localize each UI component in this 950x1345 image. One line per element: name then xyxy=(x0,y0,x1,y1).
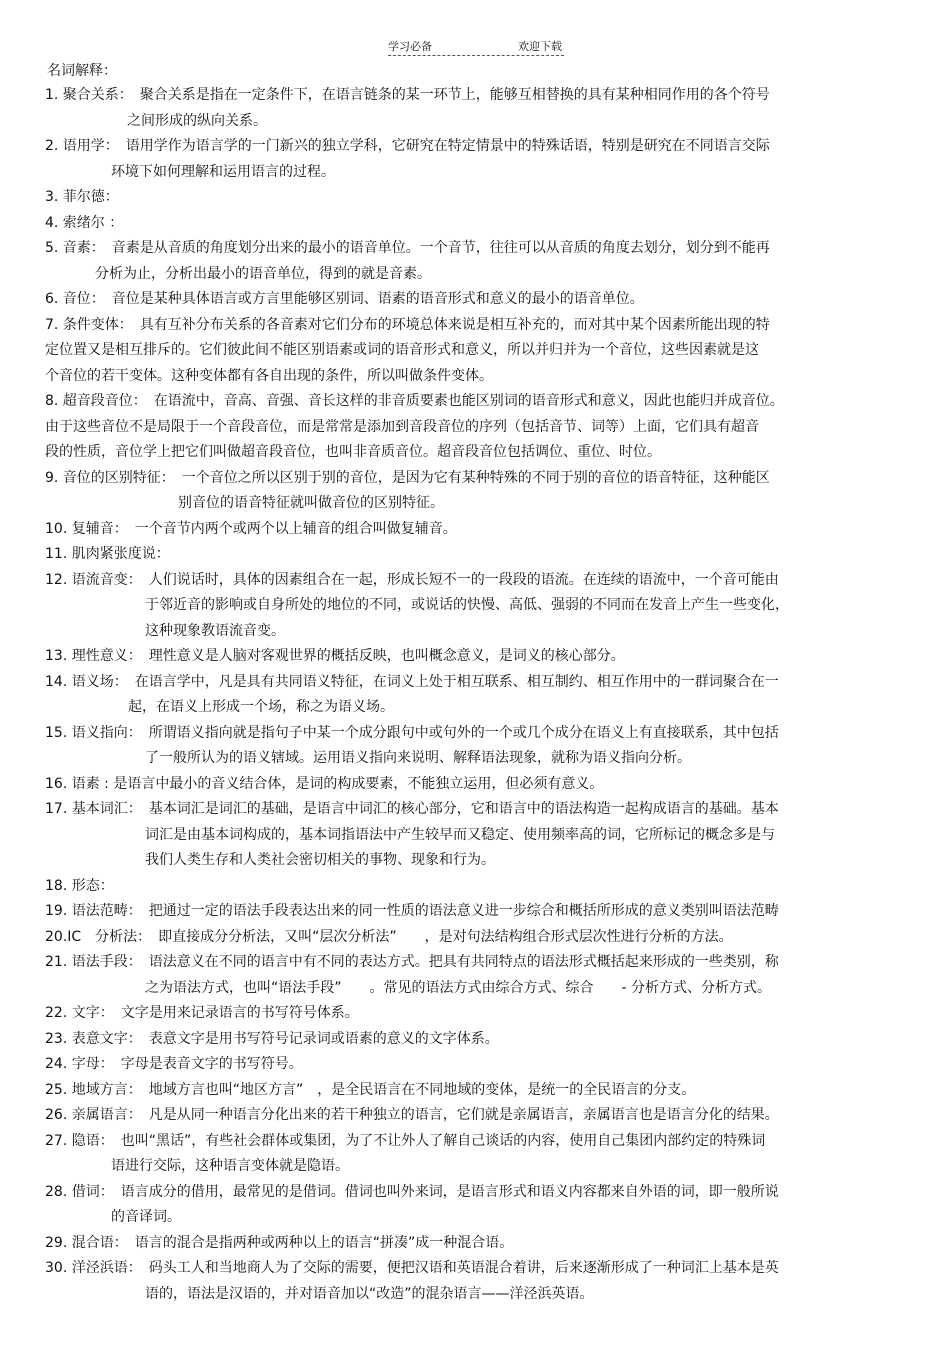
term-line-continuation: 词汇是由基本词构成的，基本词指语法中产生较早而又稳定、使用频率高的词，它所标记的概念多是与 xyxy=(145,826,775,843)
term-line-first: 16. 语素 : 是语言中最小的音义结合体，是词的构成要素，不能独立运用，但必须有意义。 xyxy=(45,775,604,792)
term-line-continuation: 我们人类生存和人类社会密切相关的事物、现象和行为。 xyxy=(145,852,495,868)
term-line-first: 6. 音位： 音位是某种具体语言或方言里能够区别词、语素的语音形式和意义的最小的语音单位。 xyxy=(45,291,644,307)
term-entry xyxy=(45,211,830,237)
term-entry xyxy=(45,185,830,211)
header-right-text: 欢迎下载 xyxy=(518,40,562,53)
term-entry xyxy=(45,83,830,134)
term-entry xyxy=(45,1129,830,1180)
header-left-text: 学习必备 xyxy=(388,40,432,53)
term-entry xyxy=(45,466,830,517)
term-line-first: 11. 肌肉紧张度说： xyxy=(45,546,170,562)
term-line-first: 8. 超音段音位： 在语流中，音高、音强、音长这样的非音质要素也能区别词的语音形式和意义，因此也能归并成音位。 xyxy=(45,393,784,409)
term-line-first: 18. 形态： xyxy=(45,877,114,894)
term-entry xyxy=(45,134,830,185)
term-entry xyxy=(45,670,830,721)
term-definition-list xyxy=(45,83,830,1307)
term-line-continuation: 定位置又是相互排斥的。它们彼此间不能区别语素或词的语音形式和意义，所以并归并为一个音位，这些因素就是这 xyxy=(45,342,759,358)
term-line-first: 20.IC 分析法： 即直接成分分析法，又叫“层次分析法” ，是对句法结构组合形式层次性进行分析的方法。 xyxy=(45,928,733,945)
term-entry xyxy=(45,1052,830,1078)
term-entry xyxy=(45,772,830,798)
term-entry xyxy=(45,568,830,645)
term-entry xyxy=(45,1256,830,1307)
term-line-first: 10. 复辅音： 一个音节内两个或两个以上辅音的组合叫做复辅音。 xyxy=(45,520,457,537)
term-line-first: 19. 语法范畴： 把通过一定的语法手段表达出来的同一性质的语法意义进一步综合和概括所形成的意义类别叫语法范畴 xyxy=(45,903,779,919)
term-entry xyxy=(45,542,830,568)
term-line-first: 28. 借词： 语言成分的借用，最常见的是借词。借词也叫外来词，是语言形式和语义内容都来自外语的词，即一般所说 xyxy=(45,1183,779,1200)
term-line-first: 27. 隐语： 也叫“黑话”，有些社会群体或集团，为了不让外人了解自己谈话的内容，使用自己集团内部约定的特殊词 xyxy=(45,1132,766,1149)
term-line-continuation: 别音位的语音特征就叫做音位的区别特征。 xyxy=(178,495,444,511)
term-line-continuation: 环境下如何理解和运用语言的过程。 xyxy=(111,163,335,180)
section-title: 名词解释： xyxy=(47,63,117,79)
term-entry xyxy=(45,1231,830,1257)
term-line-continuation: 段的性质，音位学上把它们叫做超音段音位，也叫非音质音位。超音段音位包括调位、重位、时位。 xyxy=(45,444,661,460)
term-line-first: 30. 洋泾浜语： 码头工人和当地商人为了交际的需要，便把汉语和英语混合着讲，后来逐渐形成了一种词汇上基本是英 xyxy=(45,1260,779,1276)
term-entry xyxy=(45,517,830,543)
term-line-first: 12. 语流音变： 人们说话时，具体的因素组合在一起，形成长短不一的一段段的语流。在连续的语流中，一个音可能由 xyxy=(45,571,779,588)
term-line-first: 9. 音位的区别特征： 一个音位之所以区别于别的音位，是因为它有某种特殊的不同于别的音位的语音特征，这种能区 xyxy=(45,469,770,486)
term-entry xyxy=(45,874,830,900)
term-entry xyxy=(45,950,830,1001)
term-entry xyxy=(45,644,830,670)
term-entry xyxy=(45,1027,830,1053)
term-entry xyxy=(45,721,830,772)
term-entry xyxy=(45,1001,830,1027)
term-line-first: 15. 语义指向： 所谓语义指向就是指句子中某一个成分跟句中或句外的一个或几个成分在语义上有直接联系，其中包括 xyxy=(45,724,779,741)
term-line-continuation: 于邻近音的影响或自身所处的地位的不同，或说话的快慢、高低、强弱的不同而在发音上产生一些变化， xyxy=(145,597,789,613)
page-header xyxy=(388,40,564,56)
term-line-first: 24. 字母： 字母是表音文字的书写符号。 xyxy=(45,1056,303,1072)
term-entry xyxy=(45,389,830,466)
term-line-continuation: 分析为止，分析出最小的语音单位，得到的就是音素。 xyxy=(95,265,431,282)
term-entry xyxy=(45,1180,830,1231)
term-line-first: 13. 理性意义： 理性意义是人脑对客观世界的概括反映，也叫概念意义，是词义的核心部分。 xyxy=(45,648,625,664)
term-line-first: 25. 地域方言： 地域方言也叫“地区方言” ，是全民语言在不同地域的变体，是统一的全民语言的分支。 xyxy=(45,1081,696,1098)
term-line-first: 23. 表意文字： 表意文字是用书写符号记录词或语素的意义的文字体系。 xyxy=(45,1030,499,1047)
term-entry xyxy=(45,797,830,874)
term-line-continuation: 语进行交际，这种语言变体就是隐语。 xyxy=(111,1158,349,1174)
term-line-first: 17. 基本词汇： 基本词汇是词汇的基础，是语言中词汇的核心部分，它和语言中的语法构造一起构成语言的基础。基本 xyxy=(45,801,779,817)
term-line-continuation: 之间形成的纵向关系。 xyxy=(127,112,267,129)
term-line-continuation: 起，在语义上形成一个场，称之为语义场。 xyxy=(128,699,394,715)
term-entry xyxy=(45,287,830,313)
term-entry xyxy=(45,1078,830,1104)
term-line-first: 21. 语法手段： 语法意义在不同的语言中有不同的表达方式。把具有共同特点的语法形式概括起来形成的一些类别，称 xyxy=(45,954,779,970)
term-line-continuation: 这种现象教语流音变。 xyxy=(145,622,285,639)
term-line-first: 22. 文字： 文字是用来记录语言的书写符号体系。 xyxy=(45,1005,359,1021)
term-line-continuation: 由于这些音位不是局限于一个音段音位，而是常常是添加到音段音位的序列（包括音节、词等）上面，它们具有超音 xyxy=(45,418,759,435)
term-line-continuation: 之为语法方式，也叫“语法手段” 。常见的语法方式由综合方式、综合 - 分析方式、分析方式。 xyxy=(145,979,772,996)
term-line-first: 26. 亲属语言： 凡是从同一种语言分化出来的若干种独立的语言，它们就是亲属语言，亲属语言也是语言分化的结果。 xyxy=(45,1107,779,1123)
term-line-first: 3. 菲尔德： xyxy=(45,189,119,205)
term-entry xyxy=(45,236,830,287)
term-line-first: 4. 索绪尔 ： xyxy=(45,214,124,231)
term-entry xyxy=(45,1103,830,1129)
term-entry xyxy=(45,899,830,925)
term-entry xyxy=(45,313,830,390)
term-entry xyxy=(45,925,830,951)
term-line-first: 14. 语义场： 在语言学中，凡是具有共同语义特征，在词义上处于相互联系、相互制约、相互作用中的一群词聚合在一 xyxy=(45,673,779,690)
term-line-continuation: 语的，语法是汉语的，并对语音加以“改造”的混杂语言——洋泾浜英语。 xyxy=(145,1285,594,1302)
term-line-first: 5. 音素： 音素是从音质的角度划分出来的最小的语音单位。一个音节，往往可以从音质的角度去划分，划分到不能再 xyxy=(45,240,770,256)
term-line-continuation: 了一般所认为的语义辖域。运用语义指向来说明、解释语法现象，就称为语义指向分析。 xyxy=(145,750,691,766)
term-line-continuation: 的音译词。 xyxy=(111,1209,181,1225)
term-line-first: 7. 条件变体： 具有互补分布关系的各音素对它们分布的环境总体来说是相互补充的，而对其中某个因素所能出现的特 xyxy=(45,316,770,333)
term-line-first: 1. 聚合关系： 聚合关系是指在一定条件下，在语言链条的某一环节上，能够互相替换的具有某种相同作用的各个符号 xyxy=(45,87,770,103)
term-line-continuation: 个音位的若干变体。这种变体都有各自出现的条件，所以叫做条件变体。 xyxy=(45,367,493,384)
term-line-first: 2. 语用学： 语用学作为语言学的一门新兴的独立学科，它研究在特定情景中的特殊话语，特别是研究在不同语言交际 xyxy=(45,138,770,154)
term-line-first: 29. 混合语： 语言的混合是指两种或两种以上的语言“拼凑”成一种混合语。 xyxy=(45,1234,514,1251)
